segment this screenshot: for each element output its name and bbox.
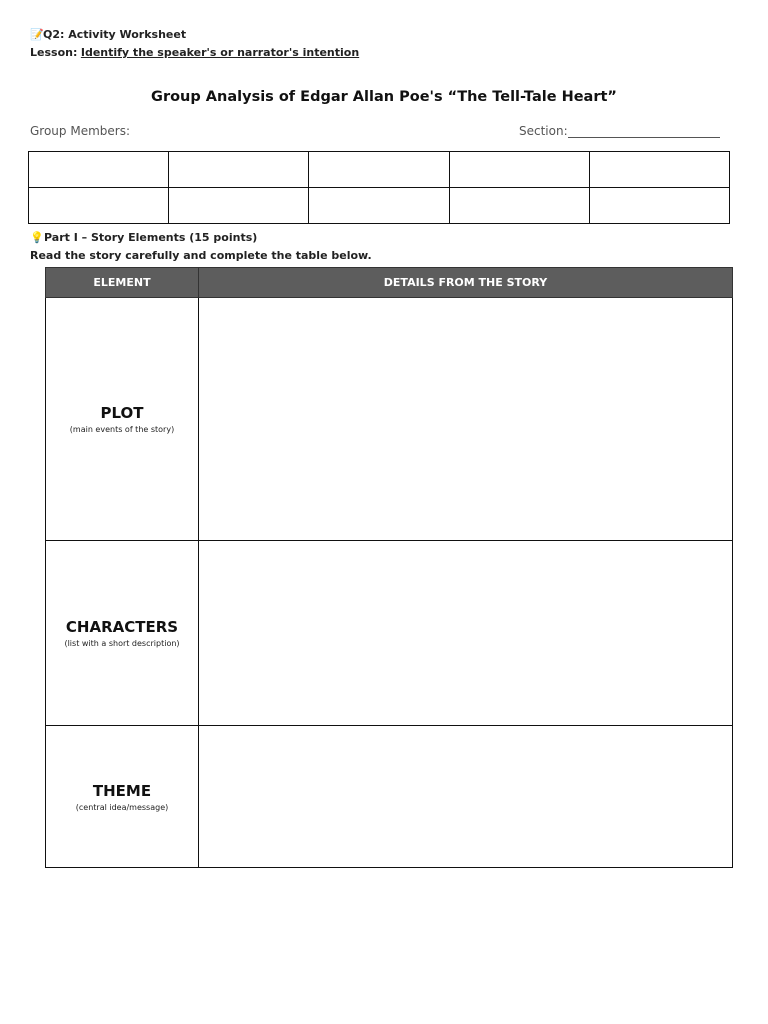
table-row — [46, 541, 733, 726]
details-cell[interactable] — [199, 541, 733, 726]
section-blank-line[interactable] — [568, 125, 720, 138]
member-cell[interactable] — [589, 152, 729, 188]
members-row — [29, 188, 730, 224]
member-cell[interactable] — [309, 188, 449, 224]
memo-icon: 📝 — [30, 28, 44, 41]
element-name: CHARACTERS — [65, 618, 179, 636]
section-field[interactable] — [519, 124, 720, 138]
element-cell — [46, 298, 199, 541]
page-title: Group Analysis of Edgar Allan Poe's “The Tell-Tale Heart” — [151, 89, 617, 105]
member-cell[interactable] — [29, 188, 169, 224]
table-row — [46, 298, 733, 541]
table-row — [46, 726, 733, 868]
part1-heading — [30, 231, 257, 244]
details-cell[interactable] — [199, 298, 733, 541]
part1-heading-text: Part I – Story Elements (15 points) — [44, 231, 258, 244]
element-cell — [46, 726, 199, 868]
member-cell[interactable] — [449, 152, 589, 188]
member-cell[interactable] — [169, 188, 309, 224]
quarter-title: Q2: Activity Worksheet — [43, 28, 187, 41]
member-cell[interactable] — [589, 188, 729, 224]
element-description: (main events of the story) — [69, 425, 175, 434]
member-cell[interactable] — [309, 152, 449, 188]
group-members-label: Group Members: — [30, 124, 131, 138]
header-details: DETAILS FROM THE STORY — [199, 268, 733, 298]
group-members-grid — [28, 151, 730, 224]
element-name: THEME — [92, 781, 152, 800]
details-cell[interactable] — [199, 726, 733, 868]
member-cell[interactable] — [169, 152, 309, 188]
members-row — [29, 152, 730, 188]
section-label: Section: — [519, 124, 568, 138]
member-cell[interactable] — [29, 152, 169, 188]
story-elements-table — [45, 267, 733, 868]
lesson-text: Identify the speaker's or narrator's intention — [80, 46, 360, 59]
element-description: (central idea/message) — [75, 802, 169, 812]
element-description: (list with a short description) — [64, 639, 180, 648]
member-cell[interactable] — [449, 188, 589, 224]
lesson-label: Lesson: — [30, 46, 78, 59]
header-element: ELEMENT — [46, 268, 199, 298]
lesson-line — [30, 46, 359, 59]
worksheet-heading — [30, 28, 186, 41]
element-cell — [46, 541, 199, 726]
element-name: PLOT — [100, 404, 144, 422]
lightbulb-icon: 💡 — [30, 231, 44, 244]
part1-instruction: Read the story carefully and complete the table below. — [30, 249, 372, 262]
table-header-row — [46, 268, 733, 298]
